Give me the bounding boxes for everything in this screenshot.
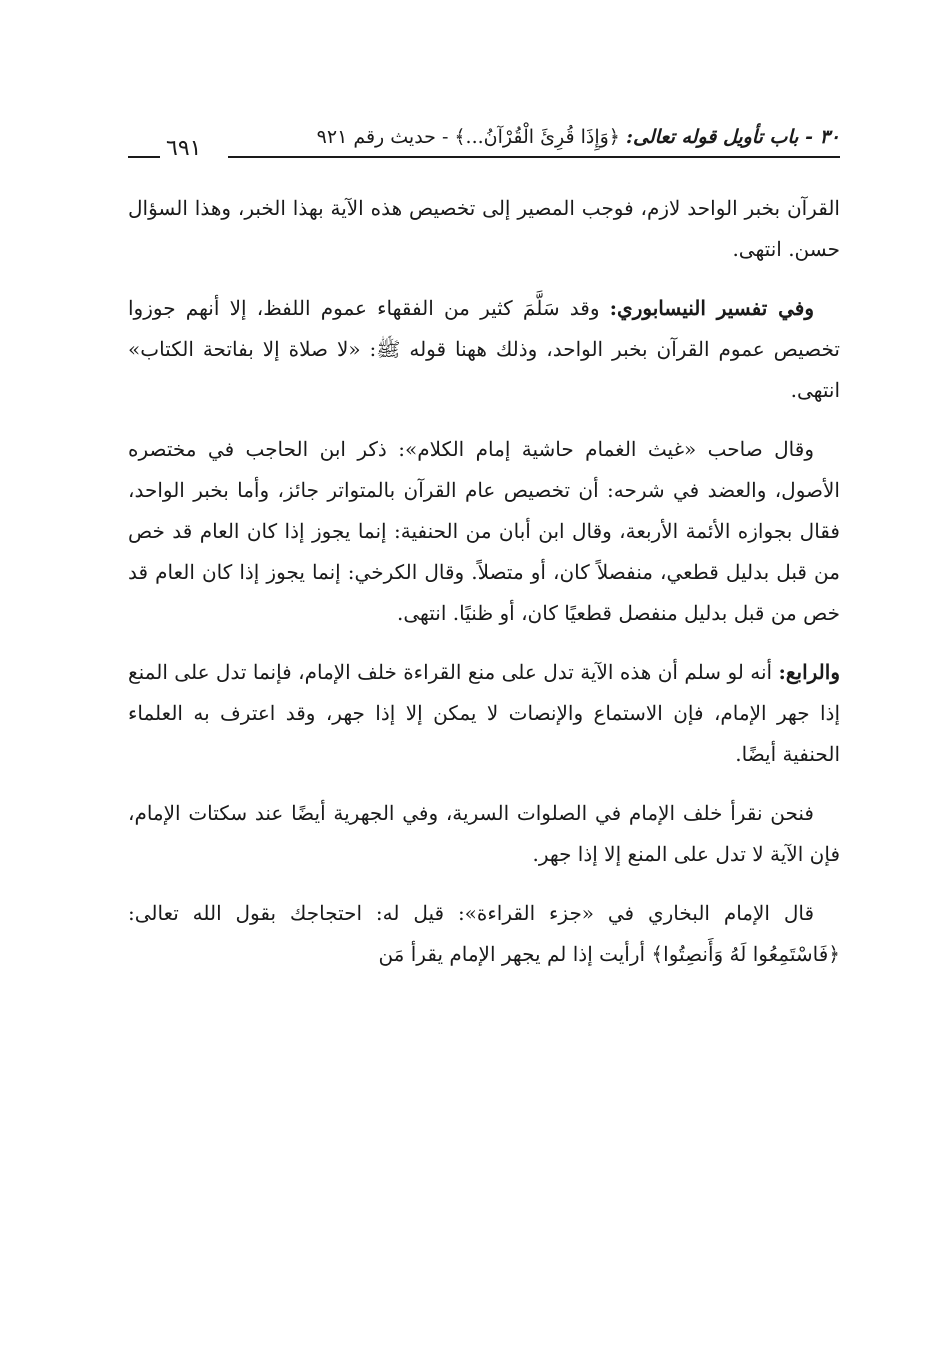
paragraph-lead: وفي تفسير النيسابوري:	[609, 296, 814, 320]
paragraph-text: وقد سَلَّمَ كثير من الفقهاء عموم اللفظ، إلا أنهم جوزوا تخصيص عموم القرآن بخبر الواحد، وذلك ههنا قوله ﷺ: «لا صلاة إلا بفاتحة الكتاب» انتهى.	[128, 296, 840, 402]
hadith-reference: ﴿وَإِذَا قُرِئَ الْقُرْآنُ...﴾ - حديث رقم ٩٢١	[316, 126, 620, 148]
paragraph-5	[128, 793, 840, 875]
running-title	[317, 126, 840, 148]
paragraph-text: القرآن بخبر الواحد لازم، فوجب المصير إلى تخصيص هذه الآية بهذا الخبر، وهذا السؤال حسن. انتهى.	[128, 196, 840, 261]
paragraph-text: أنه لو سلم أن هذه الآية تدل على منع القراءة خلف الإمام، فإنما تدل على المنع إذا جهر الإمام، فإن الاستماع والإنصات لا يمكن إلا إذا جهر، وقد اعترف به العلماء الحنفية أيضًا.	[128, 660, 840, 766]
header-rule	[228, 156, 840, 158]
page-header	[128, 118, 840, 161]
chapter-title: ٣٠ - باب تأويل قوله تعالى:	[625, 126, 840, 148]
paragraph-lead: وقال صاحب «غيث الغمام حاشية إمام الكلام»:	[398, 437, 814, 461]
page-number: ٦٩١	[166, 136, 202, 161]
page-number-rule	[128, 156, 160, 158]
paragraph-6	[128, 893, 840, 975]
paragraph-2	[128, 288, 840, 411]
paragraph-text: فنحن نقرأ خلف الإمام في الصلوات السرية، وفي الجهرية أيضًا عند سكتات الإمام، فإن الآية لا تدل على المنع إلا إذا جهر.	[128, 801, 840, 866]
paragraph-text: قيل له: احتجاجك بقول الله تعالى: ﴿فَاسْتَمِعُوا لَهُ وَأَنصِتُوا﴾ أرأيت إذا لم يجهر الإمام يقرأ مَن	[128, 901, 840, 966]
paragraph-text: ذكر ابن الحاجب في مختصره الأصول، والعضد في شرحه: أن تخصيص عام القرآن بالمتواتر جائز، وأما بخبر الواحد، فقال بجوازه الأئمة الأربعة، وقال ابن أبان من الحنفية: إنما يجوز إذا كان العام قد خص من قبل بدليل قطعي، منفصلاً كان، أو متصلاً. وقال الكرخي: إنما يجوز إذا كان العام قد خص من قبل بدليل منفصل قطعيًا كان، أو ظنيًا. انتهى.	[128, 437, 840, 625]
page-body	[128, 188, 840, 993]
paragraph-lead: قال الإمام البخاري في «جزء القراءة»:	[457, 901, 815, 925]
paragraph-lead: والرابع:	[778, 660, 840, 684]
paragraph-4	[128, 652, 840, 775]
paragraph-1	[128, 188, 840, 270]
paragraph-3	[128, 429, 840, 634]
